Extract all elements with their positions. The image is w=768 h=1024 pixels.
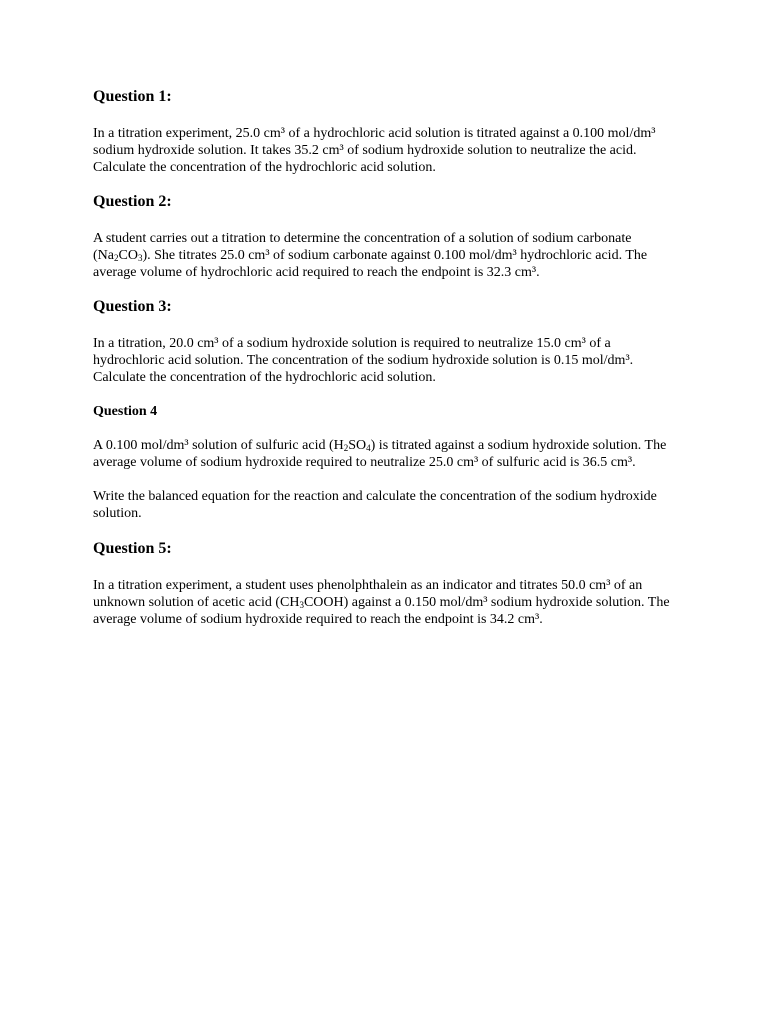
subscript: 3 [137, 253, 143, 263]
question-4-text-part: A 0.100 mol/dm³ solution of sulfuric acid (H [93, 438, 344, 453]
question-1-text [93, 125, 678, 176]
subscript: 3 [299, 600, 304, 610]
question-4-instruction [93, 488, 678, 522]
question-4-heading: Question 4 [93, 404, 158, 419]
question-2-text-part: ). She titrates 25.0 cm³ of sodium carbonate against 0.100 mol/dm³ hydrochloric acid. The average volume of hydrochloric acid required to reach the endpoint is 32.3 cm³. [93, 248, 648, 280]
document-page [93, 86, 678, 628]
question-4-text [93, 437, 678, 471]
question-5-heading: Question 5: [93, 540, 172, 557]
question-1-text-part: In a titration experiment, 25.0 cm³ of a hydrochloric acid solution is titrated against a 0.100 mol/dm³ sodium hydroxide solution. It takes 35.2 cm³ of sodium hydroxide solution to neutralize the acid. Calculate the concentration of the hydrochloric acid solution. [93, 126, 656, 175]
question-4-text-part: ) is titrated against a sodium hydroxide solution. The average volume of sodium hydroxide required to neutralize 25.0 cm³ of sulfuric acid is 36.5 cm³. [93, 438, 667, 470]
question-2-heading: Question 2: [93, 193, 172, 210]
question-5-text-part: COOH) against a 0.150 mol/dm³ sodium hydroxide solution. The average volume of sodium hydroxide required to reach the endpoint is 34.2 cm³. [93, 595, 670, 627]
question-5-text-part: In a titration experiment, a student uses phenolphthalein as an indicator and titrates 50.0 cm³ of an unknown solution of acetic acid (CH [93, 578, 643, 610]
question-3-text [93, 335, 678, 386]
subscript: 4 [366, 443, 371, 453]
question-2-text-part: CO [118, 248, 138, 263]
question-2-text [93, 230, 678, 281]
question-5-text [93, 577, 678, 628]
question-1-heading: Question 1: [93, 88, 172, 105]
question-4-instruction-text: Write the balanced equation for the reaction and calculate the concentration of the sodium hydroxide solution. [93, 489, 657, 521]
question-3-heading: Question 3: [93, 298, 172, 315]
question-2-text-part: A student carries out a titration to determine the concentration of a solution of sodium carbonate (Na [93, 231, 632, 263]
subscript: 2 [114, 253, 119, 263]
question-4-text-part: SO [348, 438, 367, 453]
question-3-text-part: In a titration, 20.0 cm³ of a sodium hydroxide solution is required to neutralize 15.0 cm³ of a hydrochloric acid solution. The concentration of the sodium hydroxide solution is 0.15 mol/dm³. Calculate the concentration of the hydrochloric acid solution. [93, 336, 634, 385]
subscript: 2 [343, 443, 349, 453]
